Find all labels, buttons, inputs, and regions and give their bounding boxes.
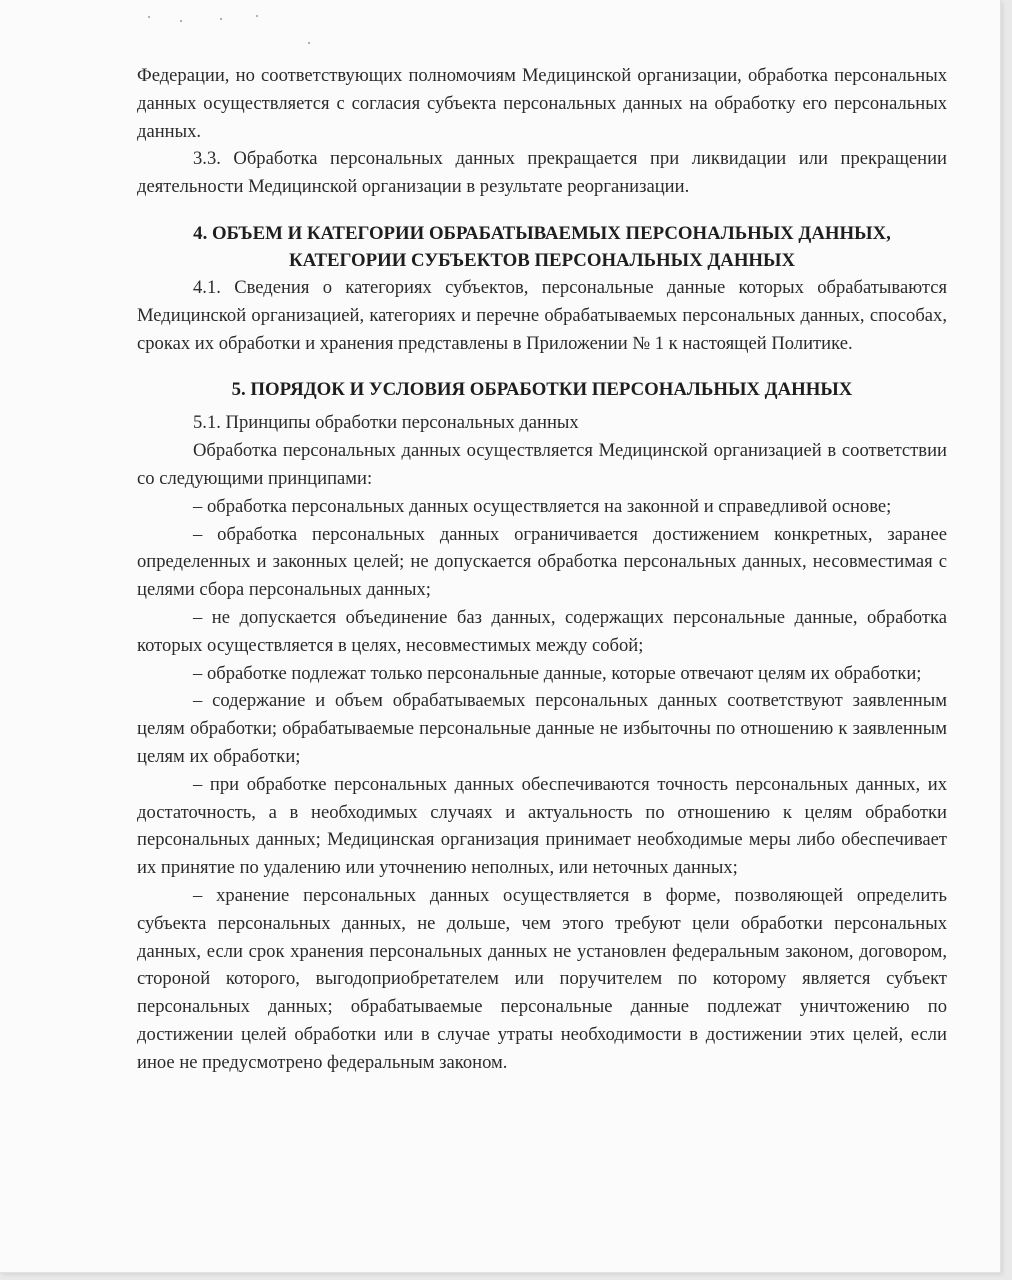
scan-speck — [256, 15, 258, 17]
section-5-heading: 5. ПОРЯДОК И УСЛОВИЯ ОБРАБОТКИ ПЕРСОНАЛЬНЫХ ДАННЫХ — [231, 379, 853, 401]
scan-speck — [148, 16, 150, 18]
paragraph-3-3: 3.3. Обработка персональных данных прекращается при ликвидации или прекращении деятельности Медицинской организации в результате реорганизации. — [137, 148, 947, 198]
section-4-heading-line2: КАТЕГОРИИ СУБЪЕКТОВ ПЕРСОНАЛЬНЫХ ДАННЫХ — [288, 249, 796, 271]
principle-item: – обработке подлежат только персональные данные, которые отвечают целям их обработки; — [193, 662, 922, 684]
scan-speck — [220, 18, 222, 20]
paragraph-5-1: 5.1. Принципы обработки персональных данных — [193, 412, 579, 434]
principle-item: – хранение персональных данных осуществляется в форме, позволяющей определить субъекта персональных данных, не дольше, чем этого требуют цели обработки персональных данных, если срок хранения персональных данных не установлен федеральным законом, договором, стороной которого, выгодоприобретателем или поручителем по которому является субъект персональных данных; обрабатываемые персональные данные подлежат уничтожению по достижении целей обработки или в случае утраты необходимости в достижении этих целей, если иное не предусмотрено федеральным законом. — [137, 884, 947, 1073]
paragraph-continuation: Федерации, но соответствующих полномочиям Медицинской организации, обработка персональных данных осуществляется с согласия субъекта персональных данных на обработку его персональных данных. — [137, 65, 947, 142]
scan-speck — [308, 42, 310, 44]
principle-item: – при обработке персональных данных обеспечиваются точность персональных данных, их достаточность, а в необходимых случаях и актуальность по отношению к целям обработки персональных данных; Медицинская организация принимает необходимые меры либо обеспечивает их принятие по удалению или уточнению неполных, или неточных данных; — [137, 773, 947, 879]
principle-item: – обработка персональных данных ограничивается достижением конкретных, заранее определенных и законных целей; не допускается обработка персональных данных, несовместимая с целями сбора персональных данных; — [137, 523, 947, 601]
scan-speck — [180, 20, 182, 22]
paragraph-4-1: 4.1. Сведения о категориях субъектов, персональные данные которых обрабатываются Медицинской организацией, категориях и перечне обрабатываемых персональных данных, способах, сроках их обработки и хранения представлены в Приложении № 1 к настоящей Политике. — [137, 276, 947, 354]
scan-artifacts — [60, 6, 440, 46]
document-body — [137, 62, 947, 1077]
principle-item: – обработка персональных данных осуществляется на законной и справедливой основе; — [193, 495, 892, 517]
principle-item: – содержание и объем обрабатываемых персональных данных соответствуют заявленным целям обработки; обрабатываемые персональные данные не избыточны по отношению к заявленным целям их обработки; — [137, 690, 947, 767]
section-4-heading — [137, 220, 947, 274]
principle-item: – не допускается объединение баз данных, содержащих персональные данные, обработка которых осуществляется в целях, несовместимых между собой; — [137, 606, 947, 656]
section-4-heading-line1: 4. ОБЪЕМ И КАТЕГОРИИ ОБРАБАТЫВАЕМЫХ ПЕРСОНАЛЬНЫХ ДАННЫХ, — [193, 222, 891, 244]
paragraph-5-1-intro: Обработка персональных данных осуществляется Медицинской организацией в соответствии со следующими принципами: — [137, 440, 947, 489]
